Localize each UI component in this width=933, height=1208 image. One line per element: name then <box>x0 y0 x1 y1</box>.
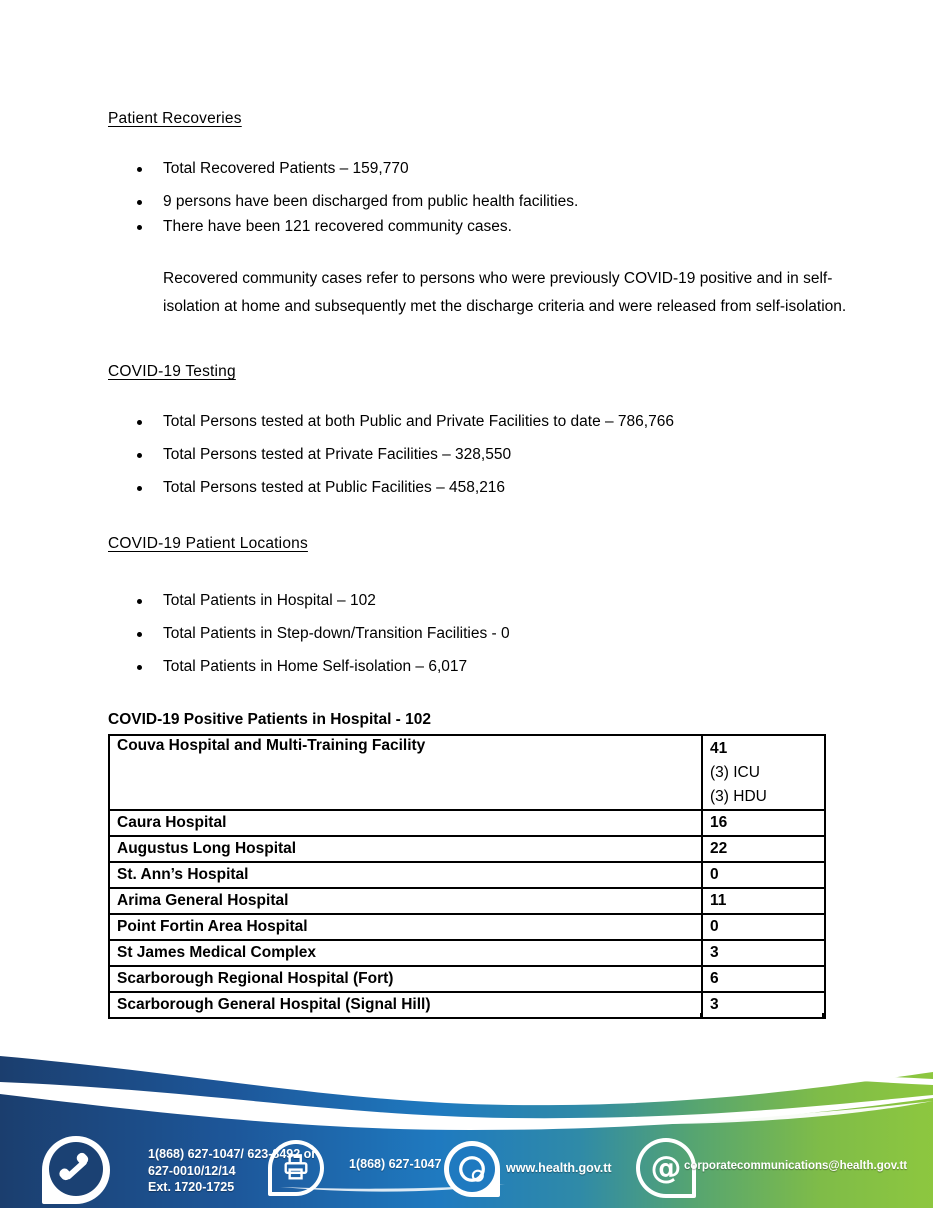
table-row <box>109 940 825 966</box>
bullet-dot <box>137 599 142 604</box>
patient-count-cell <box>702 735 825 810</box>
bullet-text: 9 persons have been discharged from public health facilities. <box>163 193 579 210</box>
patient-count-cell: 3 <box>702 992 825 1018</box>
hospital-table <box>108 734 826 1019</box>
facility-name-cell: St James Medical Complex <box>109 940 702 966</box>
bullet-dot <box>137 420 142 425</box>
bullet-recovered-community <box>137 218 512 236</box>
phone-line-1: 1(868) 627-1047/ 623-8492 or <box>148 1147 317 1161</box>
recovered-community-note: Recovered community cases refer to persons who were previously COVID-19 positive and in self-isolation at home and subsequently met the discharge criteria and were released from self-isolation. <box>163 270 847 315</box>
globe-icon <box>449 1146 495 1192</box>
table-border-stub <box>700 1013 702 1019</box>
facility-name-cell: St. Ann’s Hospital <box>109 862 702 888</box>
bullet-dot <box>137 200 142 205</box>
count-detail-hdu: (3) HDU <box>710 788 767 805</box>
bullet-dot <box>137 665 142 670</box>
table-row <box>109 914 825 940</box>
table-row <box>109 992 825 1018</box>
table-row <box>109 836 825 862</box>
facility-name-cell: Scarborough Regional Hospital (Fort) <box>109 966 702 992</box>
table-border-stub <box>822 1013 824 1019</box>
facility-name-cell: Scarborough General Hospital (Signal Hill) <box>109 992 702 1018</box>
email-contact-text: corporatecommunications@health.gov.tt <box>684 1160 908 1172</box>
patient-count-cell: 22 <box>702 836 825 862</box>
bullet-text: Total Patients in Step-down/Transition Facilities - 0 <box>163 625 510 642</box>
bullet-text: Total Recovered Patients – 159,770 <box>163 160 409 177</box>
bullet-text: Total Patients in Home Self-isolation – 6,017 <box>163 658 468 675</box>
count-detail-icu: (3) ICU <box>710 764 760 781</box>
table-row <box>109 735 825 810</box>
facility-name-cell: Caura Hospital <box>109 810 702 836</box>
table-border-stub <box>108 1013 110 1019</box>
phone-line-2: 627-0010/12/14 <box>148 1163 236 1178</box>
bullet-dot <box>137 632 142 637</box>
bullet-step-down <box>137 625 510 643</box>
phone-line-3: Ext. 1720-1725 <box>148 1180 235 1194</box>
bullet-tested-private <box>137 446 511 464</box>
patient-count-cell: 0 <box>702 862 825 888</box>
fax-icon <box>272 1144 320 1192</box>
bullet-dot <box>137 167 142 172</box>
fax-badge <box>268 1140 324 1196</box>
website-contact-text: www.health.gov.tt <box>506 1161 612 1175</box>
phone-badge <box>42 1136 110 1204</box>
facility-name-cell: Arima General Hospital <box>109 888 702 914</box>
bullet-text: Total Persons tested at Private Facilities – 328,550 <box>163 446 512 463</box>
facility-name-cell: Couva Hospital and Multi-Training Facility <box>109 735 702 810</box>
patient-count-cell: 0 <box>702 914 825 940</box>
bullet-text: There have been 121 recovered community cases. <box>163 218 512 235</box>
patient-count-cell: 6 <box>702 966 825 992</box>
facility-name-cell: Point Fortin Area Hospital <box>109 914 702 940</box>
table-row <box>109 810 825 836</box>
section-heading-covid-testing: COVID-19 Testing <box>108 363 236 380</box>
patient-count-cell: 16 <box>702 810 825 836</box>
table-row <box>109 888 825 914</box>
bullet-dot <box>137 486 142 491</box>
bullet-home-isolation <box>137 658 467 676</box>
count-value: 41 <box>710 740 728 757</box>
bullet-total-recovered <box>137 160 409 178</box>
patient-count-cell: 3 <box>702 940 825 966</box>
table-row <box>109 862 825 888</box>
bullet-dot <box>137 453 142 458</box>
bullet-discharged <box>137 193 578 211</box>
bullet-in-hospital <box>137 592 376 610</box>
section-heading-patient-recoveries: Patient Recoveries <box>108 110 242 127</box>
bullet-tested-total <box>137 413 674 431</box>
phone-icon <box>49 1142 103 1196</box>
website-badge <box>444 1141 500 1197</box>
table-row <box>109 966 825 992</box>
bullet-text: Total Patients in Hospital – 102 <box>163 592 376 609</box>
patient-count-cell: 11 <box>702 888 825 914</box>
bullet-text: Total Persons tested at Public Facilities – 458,216 <box>163 479 506 496</box>
facility-name-cell: Augustus Long Hospital <box>109 836 702 862</box>
section-heading-patient-locations: COVID-19 Patient Locations <box>108 535 308 552</box>
at-symbol: @ <box>650 1149 682 1186</box>
bullet-tested-public <box>137 479 505 497</box>
bullet-text: Total Persons tested at both Public and Private Facilities to date – 786,766 <box>163 413 674 430</box>
hospital-table-title: COVID-19 Positive Patients in Hospital - 102 <box>108 711 432 728</box>
bullet-dot <box>137 225 142 230</box>
fax-contact-text: 1(868) 627-1047 <box>349 1157 442 1171</box>
